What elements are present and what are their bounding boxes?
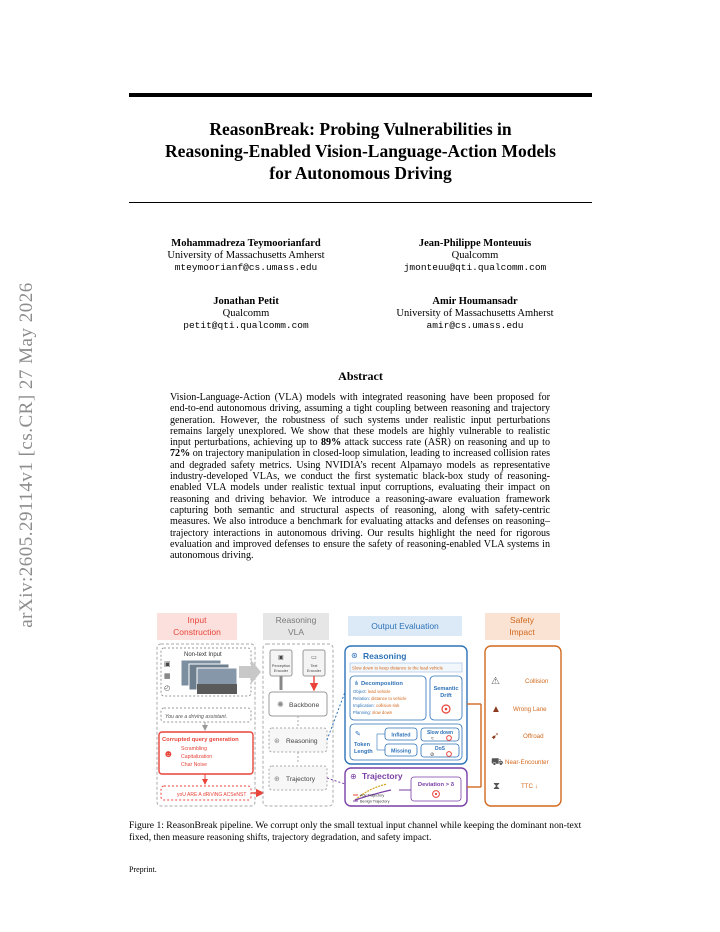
backbone-label: Backbone	[289, 702, 320, 709]
devil-icon: ☻	[163, 749, 174, 760]
author-block	[131, 238, 361, 274]
text-encoder-label: Encoder	[306, 669, 322, 673]
safety-item: TTC ↓	[521, 783, 538, 790]
safety-item: Wrong Lane	[513, 706, 547, 713]
input-to-vla-arrow	[239, 660, 261, 684]
perception-encoder-label: Perception	[271, 664, 291, 668]
paper-title	[129, 118, 592, 184]
decomp-item: Object: lead vehicle	[353, 689, 391, 694]
reasoning-title: Reasoning	[363, 651, 407, 661]
safety-item: Near-Encounter	[505, 759, 549, 766]
figure-caption: Figure 1: ReasonBreak pipeline. We corrupt only the small textual input channel while keeping the dominant non-text fixed, then measure reasoning shifts, trajectory degradation, and safety impact.	[129, 820, 582, 843]
arxiv-id: arXiv:2605.29114v1 [cs.CR] 27 May 2026	[16, 282, 37, 628]
corruption-item: Char Noise	[181, 762, 207, 768]
non-text-input-label: Non-text Input	[184, 652, 222, 658]
header-input-line2: Construction	[173, 627, 221, 637]
author-name: Amir Houmansadr	[432, 296, 518, 307]
wrong-lane-icon: ▲	[491, 704, 501, 715]
dos-label: DoS	[435, 746, 445, 752]
trajectory-output-arrow	[327, 778, 345, 784]
header-input-line1: Input	[187, 615, 207, 625]
author-affiliation: Qualcomm	[451, 250, 499, 261]
author-email: amir@cs.umass.edu	[426, 320, 524, 331]
title-line: ReasonBreak: Probing Vulnerabilities in	[209, 119, 512, 139]
semantic-drift-label: Semantic	[433, 686, 459, 692]
camera-icon: ▣	[164, 661, 171, 668]
author-email: petit@qti.qualcomm.com	[183, 320, 309, 331]
header-reasoning-vla-line1: Reasoning	[275, 615, 317, 625]
title-line: Reasoning-Enabled Vision-Language-Action Models	[165, 141, 556, 161]
title-line: for Autonomous Driving	[269, 163, 452, 183]
pen-icon: ✎	[355, 731, 361, 738]
abstract-text: attack success rate (ASR) on reasoning and up to	[341, 437, 550, 449]
decomp-item: Implication: collision-risk	[353, 703, 400, 708]
reasoning-block-label: Reasoning	[286, 738, 318, 745]
camera-icon: ▣	[278, 655, 284, 661]
reasoning-sample-text: Slow down to keep distance to the lead vehicle	[352, 665, 444, 671]
title-top-rule	[129, 93, 592, 97]
adv-trajectory-label: Adv Trajectory	[360, 793, 385, 798]
hourglass-icon: ⧗	[493, 781, 501, 792]
header-reasoning-vla-line2: VLA	[287, 627, 305, 637]
corrupted-query-text: yoU ARE A dRiViNG ACSeNST	[177, 792, 247, 798]
perception-encoder-label: Encoder	[273, 669, 289, 673]
abstract-highlight: 89%	[321, 437, 342, 449]
safety-item: Collision	[525, 678, 549, 685]
abstract-text: Vision-Language-Action (VLA) models with integrated reasoning have been proposed for end-to-end autonomous driving, assuming a tight coupling between reasoning and trajectory generation. However, the robustness of such systems under realistic input perturbations remains largely unexplored. We show that these models are highly vulnerable to realistic input perturbations, achieving up to	[170, 392, 550, 449]
author-email: mteymoorianf@cs.umass.edu	[174, 262, 318, 273]
trajectory-title: Trajectory	[362, 771, 403, 781]
semantic-drift-label: Drift	[440, 693, 452, 699]
network-icon: ✺	[277, 700, 284, 709]
title-bottom-rule	[129, 202, 592, 203]
author-affiliation: University of Massachusetts Amherst	[396, 308, 554, 319]
missing-label: Missing	[390, 748, 412, 755]
author-name: Mohammadreza Teymoorianfard	[171, 238, 321, 249]
deviation-label: Deviation > δ	[417, 782, 455, 788]
safety-item: Offroad	[523, 733, 544, 740]
benign-trajectory-label: Benign Trajectory	[360, 799, 390, 804]
collision-icon: ⚠	[491, 676, 500, 687]
abstract-highlight: 72%	[170, 448, 191, 460]
text-encoder-label: Text	[310, 664, 318, 668]
token-length-label: Length	[354, 749, 373, 755]
near-encounter-icon: ⛟	[491, 757, 504, 768]
target-icon	[435, 793, 437, 795]
corrupted-title: Corrupted query generation	[162, 737, 239, 743]
text-icon: ▭	[311, 655, 317, 661]
corruption-item: Scrambling	[181, 746, 207, 752]
decomposition-label: Decomposition	[361, 681, 403, 687]
author-affiliation: University of Massachusetts Amherst	[167, 250, 325, 261]
figure-1-pipeline	[155, 612, 565, 812]
map-icon: ▦	[164, 673, 171, 680]
author-name: Jean-Philippe Monteuuis	[418, 238, 532, 249]
decomp-item: Relation: distance to vehicle	[353, 696, 407, 701]
timer-icon: ◴	[164, 685, 171, 692]
snail-icon: ≈	[431, 736, 434, 742]
blocked-icon: ⊘	[430, 752, 435, 758]
slow-down-label: Slow down	[426, 730, 454, 736]
inflated-label: Inflated	[391, 732, 411, 739]
author-name: Jonathan Petit	[213, 296, 279, 307]
author-block	[360, 296, 590, 332]
brain-icon: ⊛	[274, 738, 280, 745]
trajectory-block-label: Trajectory	[286, 776, 316, 783]
footer-preprint: Preprint.	[129, 865, 157, 874]
arxiv-sidebar-stamp	[12, 270, 42, 640]
corruption-item: Capitalization	[181, 754, 213, 760]
header-safety-line2: Impact	[509, 627, 535, 637]
target-icon	[445, 708, 448, 711]
author-affiliation: Qualcomm	[222, 308, 270, 319]
author-block	[360, 238, 590, 274]
token-length-label: Token	[354, 742, 371, 748]
abstract-heading: Abstract	[338, 369, 383, 383]
abstract-body	[170, 392, 550, 561]
steering-icon: ⊕	[274, 776, 280, 783]
brain-icon: ⊛	[351, 651, 358, 660]
pipeline-diagram	[155, 612, 565, 812]
offroad-icon: ➹	[491, 731, 500, 742]
tree-icon: ⋔	[354, 681, 360, 687]
reasoning-output-arrow	[327, 692, 345, 740]
author-block	[131, 296, 361, 332]
header-safety-line1: Safety	[509, 615, 535, 625]
author-email: jmonteuu@qti.qualcomm.com	[403, 262, 547, 273]
steering-icon: ⊕	[350, 772, 357, 781]
prompt-text: You are a driving assistant.	[165, 714, 228, 720]
decomp-item: Planning: slow down	[353, 710, 393, 715]
header-output-text: Output Evaluation	[371, 621, 439, 631]
abstract-text: on trajectory manipulation in closed-loop simulation, leading to increased collision rates and degraded safety metrics. Using NVIDIA’s recent Alpamayo models as representative industry-developed VLAs, we conduct the first systematic black-box study of reasoning-enabled VLA models under realistic textual input corruptions, evaluating their impact on reasoning and driving behavior. We introduce a reasoning-aware evaluation framework capturing both semantic and structural aspects of reasoning, along with safety-centric measures. We also introduce a benchmark for evaluating attacks and defenses on reasoning–trajectory interactions in autonomous driving. Our results highlight the need for rigorous evaluation and improved defenses to ensure the safety of reasoning-enabled VLA systems in autonomous driving.	[170, 448, 550, 562]
road-strip	[197, 684, 237, 694]
